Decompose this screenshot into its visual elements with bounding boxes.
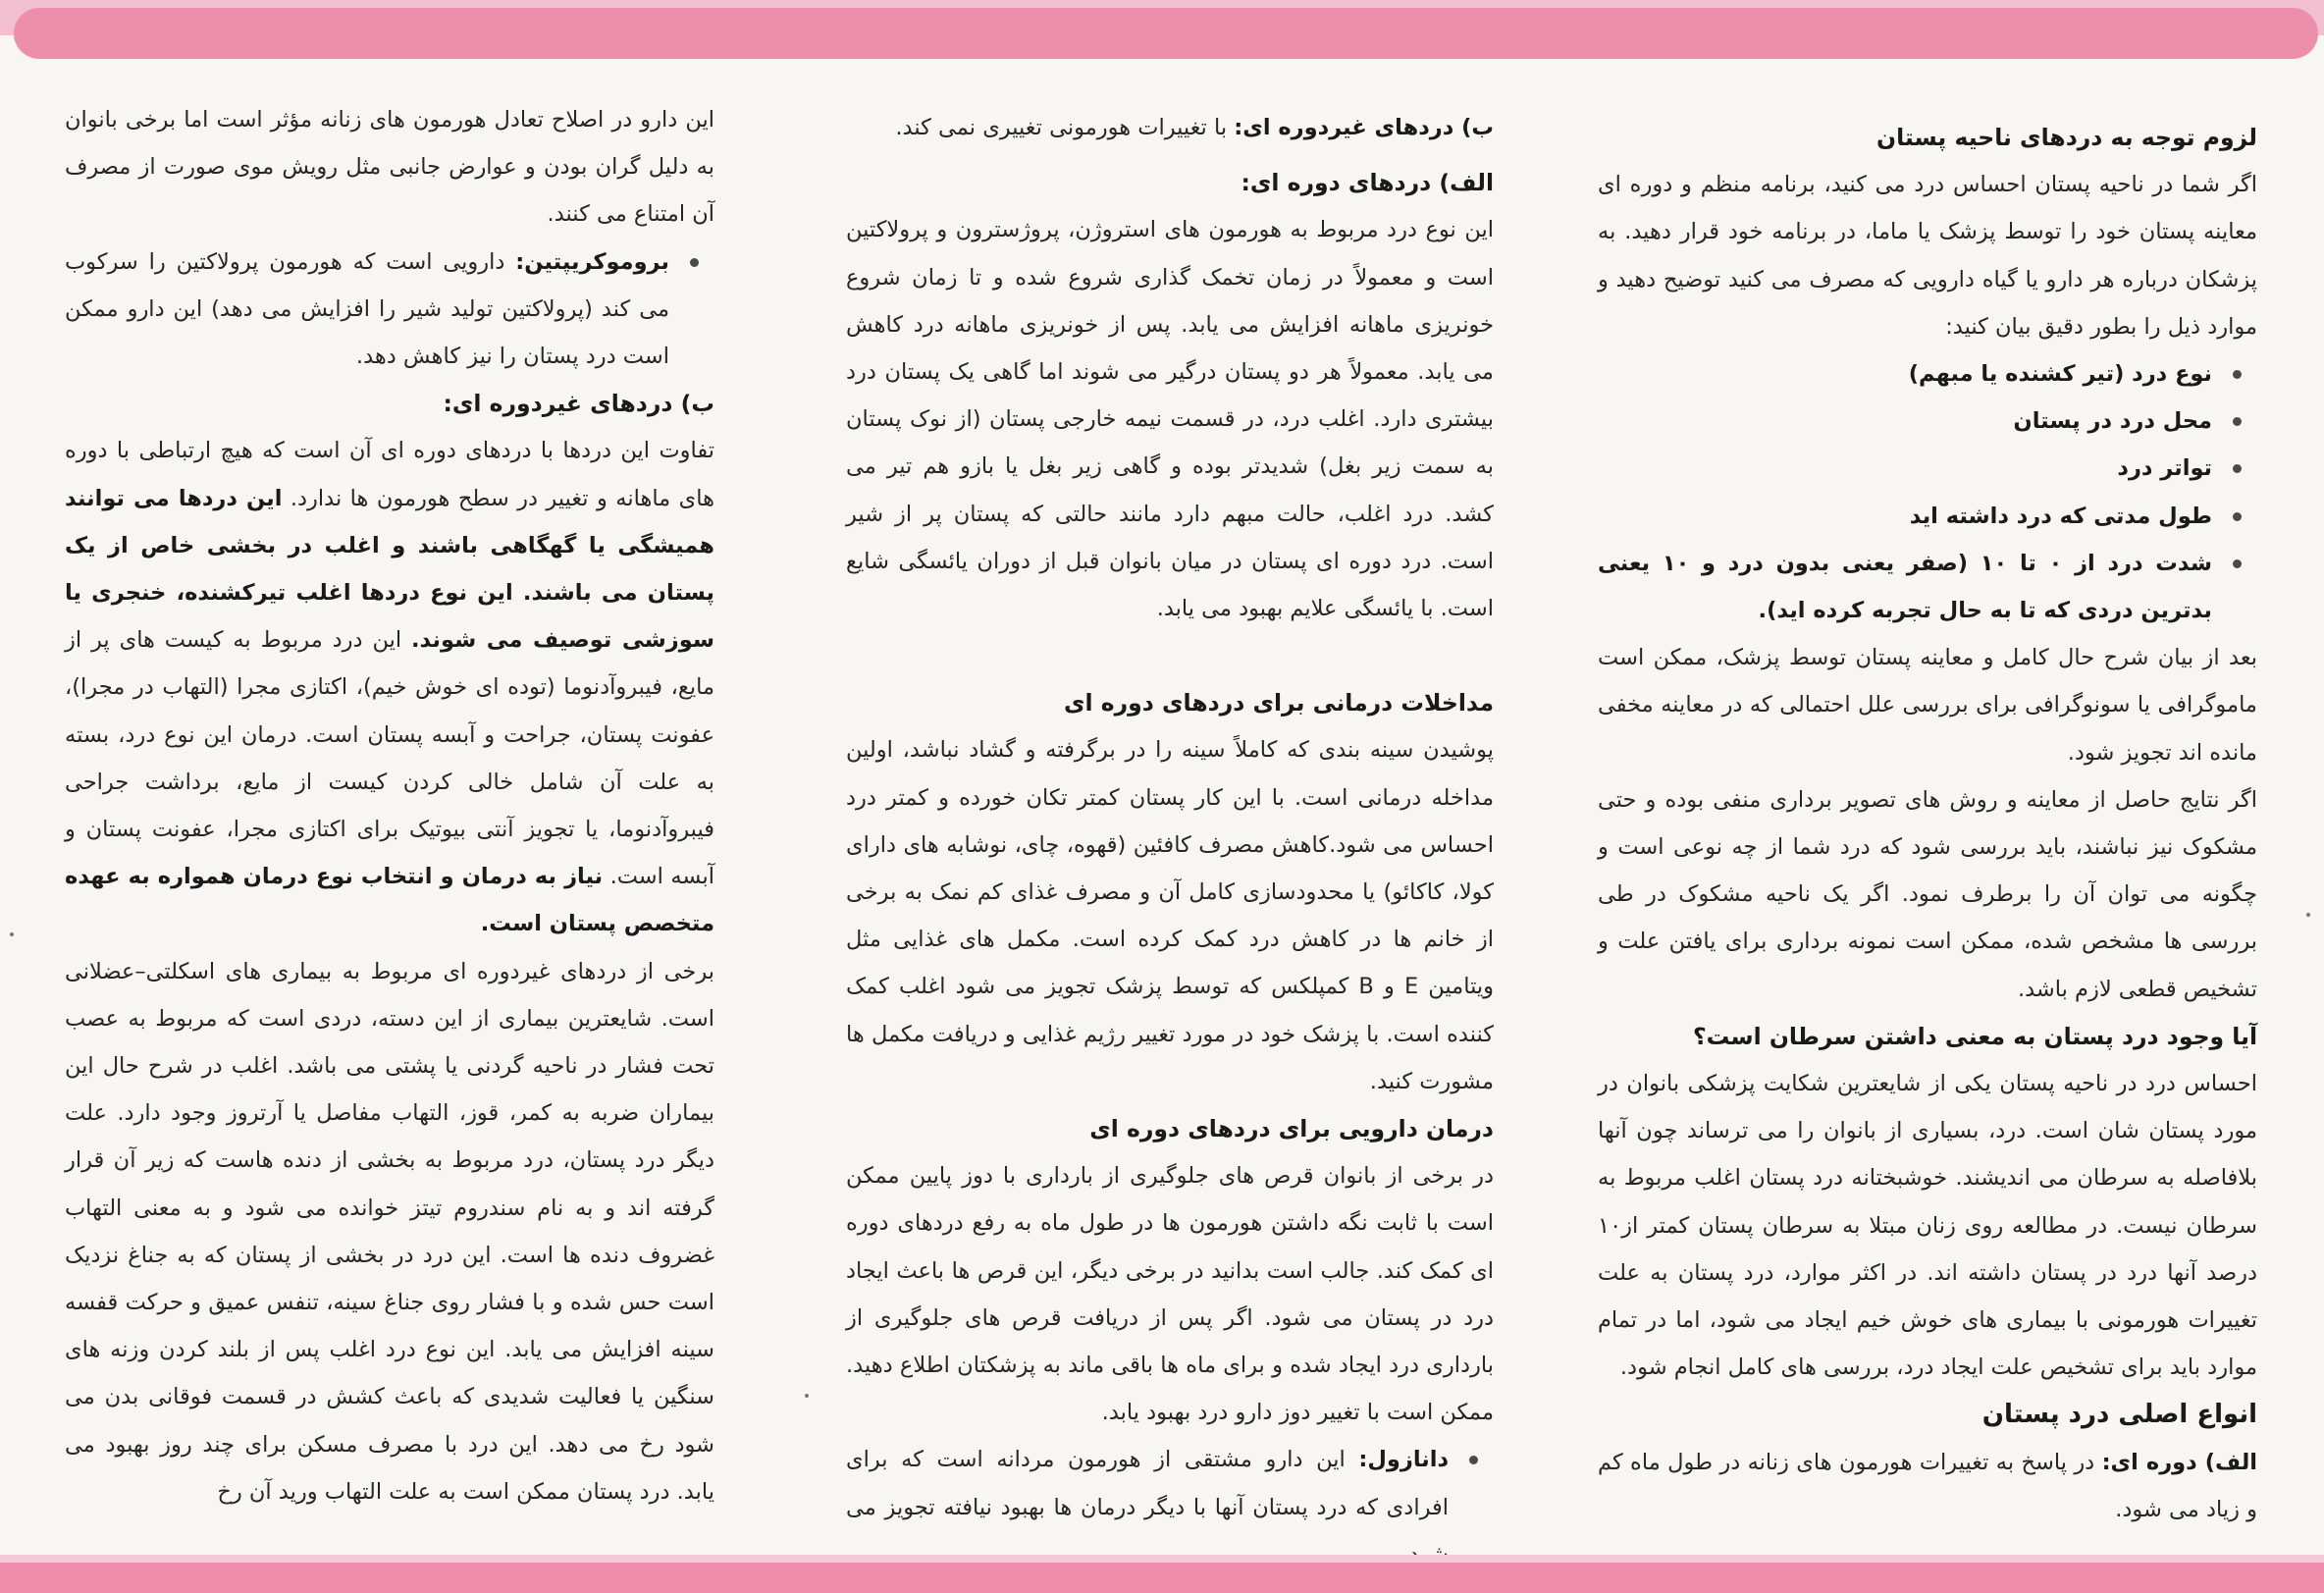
noncyclic-part-4: نیاز به درمان و انتخاب نوع درمان همواره به عهده متخصص پستان است. — [65, 864, 714, 937]
noncyclic-text: با تغییرات هورمونی تغییری نمی کند. — [895, 115, 1235, 140]
list-item: محل درد در پستان — [1598, 398, 2212, 445]
paragraph-skeletal: برخی از دردهای غیردوره ای مربوط به بیماری های اسکلتی–عضلانی است. شایعترین بیماری از این دسته، دردی است که مربوط به عصب تحت فشار در ناحیه گردنی یا پشتی می باشد. اغلب در شرح حال این بیماران ضربه به کمر، قوز، التهاب مفاصل یا آرتروز وجود دارد. علت دیگر درد پستان، درد مربوط به بخشی از دنده هاست که زیر آن قرار گرفته اند و به نام سندروم تیتز خوانده می شود و به معنی التهاب غضروف دنده ها است. این درد در بخشی از پستان که به جناغ نزدیک است حس شده و با فشار روی جناغ سینه، تنفس عمیق و حرکت قفسه سینه افزایش می یابد. این نوع درد اغلب پس از بلند کردن وزنه های سنگین یا فعالیت شدیدی که باعث کشش در قسمت فوقانی بدن می شود رخ می دهد. این درد با مصرف مسکن برای چند روز بهبود می یابد. درد پستان ممکن است به علت التهاب ورید آن رخ — [65, 958, 714, 1505]
noncyclic-part-3: این درد مربوط به کیست های پر از مایع، فیبروآدنوما (توده ای خوش خیم)، اکتازی مجرا (التهاب در مجرا)، عفونت پستان، جراحت و آبسه پستان است. درمان این نوع درد، بسته به علت آن شامل خالی کردن کیست از مایع، برداشت جراحی فیبروآدنوما، یا تجویز آنتی بیوتیک برای اکتازی مجرا، عفونت پستان و آبسه است. — [65, 627, 714, 890]
heading-cyclic: الف) دردهای دوره ای: — [1241, 169, 1494, 197]
paragraph-danazol-continued: این دارو در اصلاح تعادل هورمون های زنانه مؤثر است اما برخی بانوان به دلیل گران بودن و عوارض جانبی مثل رویش موی صورت از مصرف آن امتناع می کنند. — [65, 107, 714, 228]
column-middle — [846, 104, 1494, 1527]
danazol-label: دانازول: — [1358, 1447, 1449, 1473]
scan-speck — [2306, 913, 2310, 917]
paragraph-attention: اگر شما در ناحیه پستان احساس درد می کنید، برنامه منظم و دوره ای معاینه پستان خود را توسط پزشک یا ماما، در برنامه خود قرار دهید. به پزشکان درباره هر دارو یا گیاه دارویی که مصرف می کنید توضیح دهید و موارد ذیل را بطور دقیق بیان کنید: — [1598, 172, 2257, 340]
bottom-pink-band — [0, 1561, 2324, 1593]
drug-list-continued — [65, 239, 714, 381]
scan-speck — [805, 1394, 809, 1398]
list-item: شدت درد از ۰ تا ۱۰ (صفر یعنی بدون درد و ۱۰ یعنی بدترین دردی که تا به حال تجربه کرده اید). — [1598, 540, 2212, 634]
paragraph-noncyclic — [65, 427, 714, 947]
paragraph-results: اگر نتایج حاصل از معاینه و روش های تصویر برداری منفی بوده و حتی مشکوک نیز نباشند، باید بررسی شود که درد شما از چه نوعی است و چگونه می توان آن را برطرف نمود. اگر یک ناحیه مشکوک در طی بررسی ها مشخص شده، ممکن است نمونه برداری برای یافتن علت و تشخیص قطعی لازم باشد. — [1598, 786, 2257, 1002]
type-a-label: الف) دوره ای: — [2101, 1449, 2257, 1475]
list-item: نوع درد (تیر کشنده یا مبهم) — [1598, 350, 2212, 398]
list-item: تواتر درد — [1598, 445, 2212, 492]
noncyclic-part-2: این دردها می توانند همیشگی یا گهگاهی باشند و اغلب در بخشی خاص از یک پستان می باشند. این نوع دردها اغلب تیرکشنده، خنجری یا سوزشی توصیف می شوند. — [65, 485, 714, 654]
noncyclic-part-1: تفاوت این دردها با دردهای دوره ای آن است که هیچ ارتباطی با دوره های ماهانه و تغییر در سطح هورمون ها ندارد. — [65, 438, 714, 511]
heading-attention: لزوم توجه به دردهای ناحیه پستان — [1876, 124, 2257, 151]
type-a-text: در پاسخ به تغییرات هورمون های زنانه در طول ماه کم و زیاد می شود. — [1598, 1449, 2257, 1522]
heading-drug-treatment: درمان دارویی برای دردهای دوره ای — [1089, 1115, 1494, 1143]
heading-noncyclic: ب) دردهای غیردوره ای: — [443, 390, 714, 418]
top-pink-band — [0, 0, 2324, 35]
bromocriptine-text: دارویی است که هورمون پرولاکتین را سرکوب می کند (پرولاکتین تولید شیر را افزایش می دهد) این دارو ممکن است درد پستان را نیز کاهش دهد. — [65, 248, 669, 370]
symptom-list — [1598, 350, 2257, 634]
bromocriptine-label: بروموکریپتین: — [515, 248, 669, 275]
noncyclic-label: ب) دردهای غیردوره ای: — [1234, 115, 1494, 140]
heading-interventions: مداخلات درمانی برای دردهای دوره ای — [1063, 689, 1494, 717]
column-right — [1598, 114, 2257, 1527]
paragraph-interventions: پوشیدن سینه بندی که کاملاً سینه را در برگرفته و گشاد نباشد، اولین مداخله درمانی است. با این کار پستان کمتر تکان خورده و کمتر درد احساس می شود.کاهش مصرف کافئین (قهوه، چای، نوشابه های دارای کولا، کاکائو) یا محدودسازی کامل آن و مصرف غذای کم نمک به برخی از خانم ها در کاهش درد کمک کرده است. مکمل های غذایی مثل ویتامین E و B کمپلکس که توسط پزشک تجویز می شود اغلب کمک کننده است. با پزشک خود در مورد تغییر رژیم غذایی و دریافت مکمل ها مشورت کنید. — [846, 737, 1495, 1094]
paragraph-drug-treatment: در برخی از بانوان قرص های جلوگیری از بارداری با دوز پایین ممکن است با ثابت نگه داشتن هورمون ها در طول ماه به رفع دردهای دوره ای کمک کند. جالب است بدانید در برخی دیگر، این قرص ها باعث ایجاد درد در پستان می شود. اگر پس از دریافت قرص های جلوگیری از بارداری درد ایجاد شده و برای ماه ها باقی ماند به پزشکتان اطلاع دهید. ممکن است با تغییر دوز دارو درد بهبود یابد. — [846, 1163, 1494, 1426]
scan-speck — [10, 932, 14, 936]
paragraph-after-exam: بعد از بیان شرح حال کامل و معاینه پستان توسط پزشک، ممکن است ماموگرافی یا سونوگرافی برای بررسی علل احتمالی که در معاینه مخفی مانده اند تجویز شود. — [1598, 645, 2257, 766]
column-left — [65, 96, 714, 1529]
heading-cancer-question: آیا وجود درد پستان به معنی داشتن سرطان است؟ — [1693, 1022, 2257, 1050]
danazol-text: این دارو مشتقی از هورمون مردانه است که برای افرادی که درد پستان آنها با دیگر درمان ها بهبود نیافته تجویز می — [846, 1447, 1449, 1520]
paragraph-type-a — [1598, 1439, 2257, 1533]
paragraph-noncyclic-intro — [846, 104, 1494, 151]
heading-pain-types: انواع اصلی درد پستان — [1981, 1400, 2257, 1430]
paragraph-cyclic: این نوع درد مربوط به هورمون های استروژن، پروژسترون و پرولاکتین است و معمولاً در زمان تخمک گذاری شروع شده و تا زمان شروع خونریزی ماهانه افزایش می یابد. پس از خونریزی ماهانه درد کاهش می یابد. معمولاً هر دو پستان درگیر می شوند اما گاهی یک پستان درد بیشتری دارد. اغلب درد، در قسمت نیمه خارجی پستان (از نوک پستان به سمت زیر بغل) شدیدتر بوده و گاهی زیر بغل یا بازو هم تیر می کشد. درد اغلب، حالت مبهم دارد مانند حالتی که پستان پر از شیر است. درد دوره ای پستان در میان بانوان قبل از دوران یائسگی شایع است. با یائسگی علایم بهبود می یابد. — [846, 217, 1494, 622]
list-item: طول مدتی که درد داشته اید — [1598, 493, 2212, 540]
paragraph-cancer: احساس درد در ناحیه پستان یکی از شایعترین شکایت پزشکی بانوان در مورد پستان شان است. درد، بسیاری از بانوان را می ترساند چون آنها بلافاصله به سرطان می اندیشند. خوشبختانه درد پستان اغلب مربوط به سرطان نیست. در مطالعه روی زنان مبتلا به سرطان پستان کمتر از۱۰ درصد آنها درد در پستان داشته اند. در اکثر موارد، درد پستان به علت تغییرات هورمونی با بیماری های خوش خیم ایجاد می شود، اما در تمام موارد باید برای تشخیص علت ایجاد درد، بررسی های کامل انجام شود. — [1598, 1071, 2257, 1381]
list-item — [65, 239, 669, 381]
